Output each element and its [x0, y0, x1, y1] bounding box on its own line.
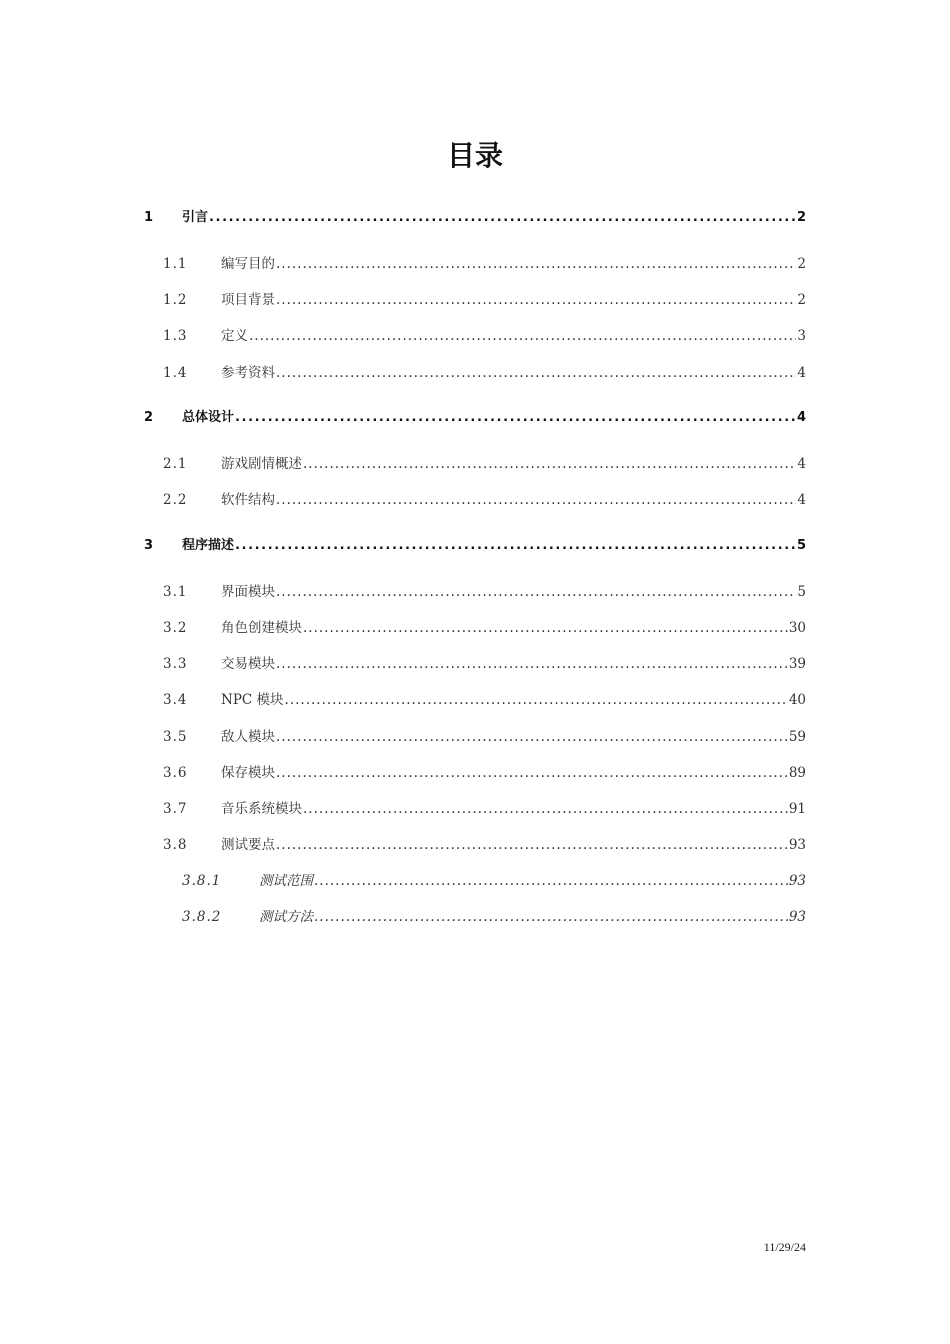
toc-entry-page: 93: [788, 909, 806, 925]
toc-entry-number: 1.3: [163, 328, 188, 344]
toc-dot-leader: [276, 362, 796, 384]
toc-dot-leader: [209, 207, 796, 229]
toc-dot-leader: [276, 762, 788, 784]
toc-dot-leader: [303, 453, 796, 475]
toc-entry-number: 3.8.1: [182, 873, 222, 889]
toc-dot-leader: [314, 870, 788, 892]
toc-entry-label: 交易模块: [221, 656, 275, 672]
toc-entry-label: 软件结构: [221, 492, 275, 508]
toc-entry-label: 游戏剧情概述: [221, 456, 302, 472]
toc-entry-page: 39: [788, 656, 806, 672]
toc-entry-page: 93: [788, 873, 806, 889]
toc-dot-leader: [276, 289, 796, 311]
toc-entry-label: NPC 模块: [221, 692, 284, 708]
toc-entry-3-2[interactable]: [163, 617, 806, 639]
toc-entry-label: 保存模块: [221, 765, 275, 781]
toc-entry-label: 程序描述: [182, 538, 235, 553]
toc-dot-leader: [276, 253, 796, 275]
toc-entry-number: 3.5: [163, 729, 188, 745]
toc-entry-3-8-2[interactable]: [182, 906, 806, 928]
toc-dot-leader: [235, 535, 796, 557]
toc-entry-3-4[interactable]: [163, 689, 806, 711]
toc-entry-2-2[interactable]: [163, 489, 806, 511]
toc-entry-page: 3: [797, 328, 806, 344]
toc-entry-page: 2: [797, 256, 806, 272]
toc-dot-leader: [276, 726, 788, 748]
toc-entry-1-4[interactable]: [163, 362, 806, 384]
toc-entry-page: 91: [788, 801, 806, 817]
toc-entry-number: 2: [144, 410, 154, 425]
toc-entry-number: 3.8: [163, 837, 188, 853]
toc-entry-number: 3.6: [163, 765, 188, 781]
toc-entry-label: 总体设计: [182, 410, 235, 425]
toc-entry-page: 4: [797, 456, 806, 472]
toc-dot-leader: [276, 489, 796, 511]
toc-entry-page: 2: [797, 292, 806, 308]
toc-entry-label: 测试方法: [259, 909, 313, 925]
toc-entry-3-7[interactable]: [163, 798, 806, 820]
toc-entry-label: 角色创建模块: [221, 620, 302, 636]
toc-entry-page: 4: [797, 365, 806, 381]
toc-dot-leader: [285, 689, 788, 711]
toc-entry-label: 引言: [182, 210, 209, 225]
toc-title: 目录: [446, 139, 503, 172]
toc-entry-label: 敌人模块: [221, 729, 275, 745]
toc-entry-1-2[interactable]: [163, 289, 806, 311]
toc-entry-number: 3.4: [163, 692, 188, 708]
toc-entry-page: 30: [788, 620, 806, 636]
toc-entry-3-1[interactable]: [163, 581, 806, 603]
toc-dot-leader: [314, 906, 788, 928]
toc-entry-number: 1.1: [163, 256, 188, 272]
toc-entry-label: 音乐系统模块: [221, 801, 302, 817]
toc-entry-3[interactable]: [144, 535, 806, 557]
toc-entry-page: 89: [788, 765, 806, 781]
toc-entry-page: 5: [797, 584, 806, 600]
toc-entry-number: 1: [144, 210, 154, 225]
toc-entry-number: 1.2: [163, 292, 188, 308]
toc-entry-number: 3: [144, 538, 154, 553]
toc-entry-label: 测试要点: [221, 837, 275, 853]
toc-entry-3-5[interactable]: [163, 726, 806, 748]
toc-entry-3-6[interactable]: [163, 762, 806, 784]
toc-entry-3-3[interactable]: [163, 653, 806, 675]
toc-entry-1-1[interactable]: [163, 253, 806, 275]
toc-entry-number: 3.1: [163, 584, 188, 600]
toc-entry-1[interactable]: [144, 207, 806, 229]
toc-entry-3-8-1[interactable]: [182, 870, 806, 892]
toc-entry-page: 5: [796, 538, 806, 553]
toc-entry-page: 40: [788, 692, 806, 708]
toc-entry-2[interactable]: [144, 407, 806, 429]
toc-entry-number: 3.2: [163, 620, 188, 636]
toc-entry-page: 59: [788, 729, 806, 745]
toc-entry-page: 4: [796, 410, 806, 425]
footer-date: 11/29/24: [763, 1240, 806, 1254]
toc-entry-number: 2.2: [163, 492, 188, 508]
toc-entry-number: 3.7: [163, 801, 188, 817]
toc-dot-leader: [303, 798, 788, 820]
toc-entry-page: 93: [788, 837, 806, 853]
toc-entry-label: 编写目的: [221, 256, 275, 272]
toc-entry-number: 2.1: [163, 456, 188, 472]
toc-entry-label: 定义: [221, 328, 248, 344]
toc-dot-leader: [276, 834, 788, 856]
toc-entry-page: 2: [796, 210, 806, 225]
toc-entry-number: 3.3: [163, 656, 188, 672]
toc-entry-1-3[interactable]: [163, 325, 806, 347]
toc-entry-3-8[interactable]: [163, 834, 806, 856]
toc-dot-leader: [303, 617, 788, 639]
toc-entry-page: 4: [797, 492, 806, 508]
toc-dot-leader: [276, 581, 796, 603]
toc-entry-number: 3.8.2: [182, 909, 222, 925]
toc-entry-label: 项目背景: [221, 292, 275, 308]
toc-entry-label: 参考资料: [221, 365, 275, 381]
toc-entry-label: 测试范围: [259, 873, 313, 889]
toc-dot-leader: [235, 407, 796, 429]
toc-entry-number: 1.4: [163, 365, 188, 381]
toc-dot-leader: [276, 653, 788, 675]
toc-entry-2-1[interactable]: [163, 453, 806, 475]
toc-entry-label: 界面模块: [221, 584, 275, 600]
toc-dot-leader: [249, 325, 796, 347]
